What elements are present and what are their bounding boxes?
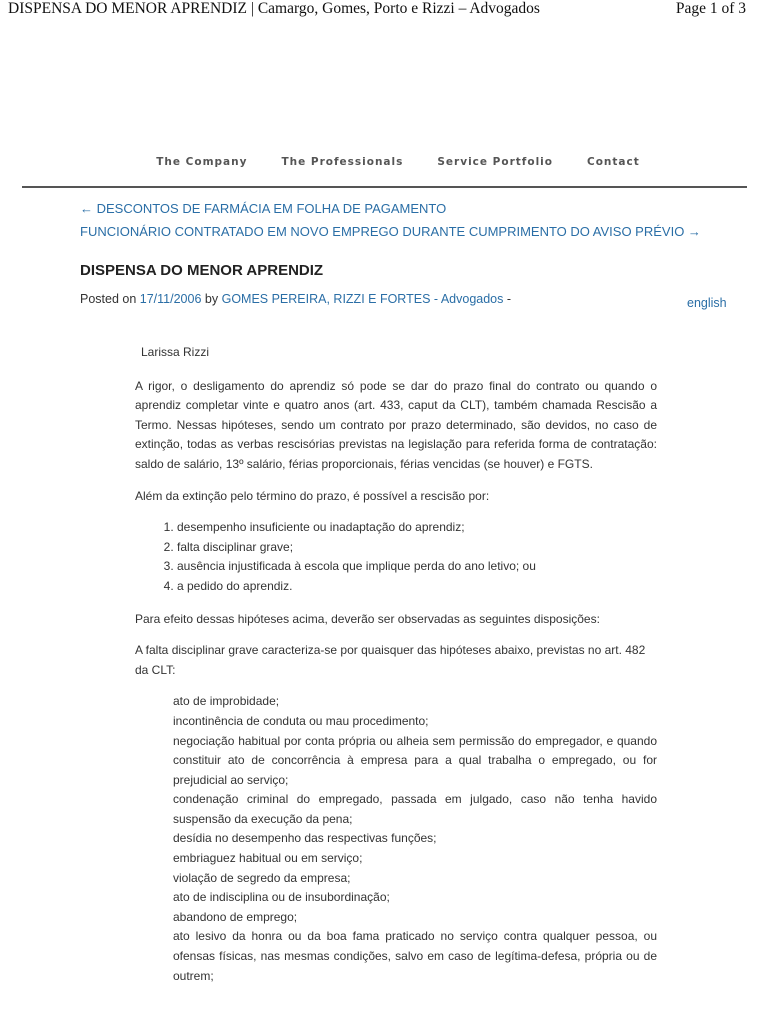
next-post-link[interactable]: FUNCIONÁRIO CONTRATADO EM NOVO EMPREGO DURANTE CUMPRIMENTO DO AVISO PRÉVIO →	[80, 224, 701, 239]
list-item: desídia no desempenho das respectivas funções;	[173, 831, 437, 846]
list-item: abandono de emprego;	[173, 909, 298, 924]
paragraph-provisions: Para efeito dessas hipóteses acima, deverão ser observadas as seguintes disposições:	[135, 611, 600, 626]
print-page-number: Page 1 of 3	[675, 0, 746, 17]
print-header-title: DISPENSA DO MENOR APRENDIZ | Camargo, Gomes, Porto e Rizzi – Advogados	[8, 0, 540, 17]
list-item: 3. ausência injustificada à escola que implique perda do ano letivo; ou	[177, 557, 657, 577]
post-author-link[interactable]: GOMES PEREIRA, RIZZI E FORTES - Advogados	[221, 292, 504, 306]
nav-item-service-portfolio[interactable]: Service Portfolio	[437, 156, 553, 168]
rescission-list	[135, 518, 657, 596]
nav-item-company[interactable]: The Company	[156, 156, 248, 168]
post-meta	[80, 292, 511, 306]
list-item: ato de indisciplina ou de insubordinação;	[173, 890, 390, 905]
paragraph-rescission-intro: Além da extinção pelo término do prazo, é possível a rescisão por:	[135, 488, 490, 503]
article-author: Larissa Rizzi	[141, 345, 210, 359]
list-item: condenação criminal do empregado, passada em julgado, caso não tenha havido suspensão da execução da pena;	[173, 792, 657, 826]
list-item: ato lesivo da honra ou da boa fama praticado no serviço contra qualquer pessoa, ou ofensas físicas, nas mesmas condições, salvo em caso de legítima-defesa, própria ou de outrem;	[173, 929, 657, 983]
main-navigation	[0, 156, 768, 168]
list-item: incontinência de conduta ou mau procedimento;	[173, 713, 429, 728]
paragraph-intro: A rigor, o desligamento do aprendiz só pode se dar do prazo final do contrato ou quando o aprendiz completar vinte e quatro anos (art. 433, caput da CLT), também chamada Rescisão a Termo. Nessas hipóteses, sendo um contrato por prazo determinado, são devidos, no caso de extinção, todas as verbas rescisórias previstas na legislação para referida forma de contratação: saldo de salário, 13º salário, férias proporcionais, férias vencidas (se houver) e FGTS.	[135, 378, 657, 471]
list-item: 4. a pedido do aprendiz.	[177, 577, 657, 597]
nav-item-contact[interactable]: Contact	[586, 156, 640, 168]
paragraph-disciplinary: A falta disciplinar grave caracteriza-se por quaisquer das hipóteses abaixo, previstas no art. 482 da CLT:	[135, 643, 646, 677]
header-divider	[22, 186, 747, 188]
post-content	[135, 343, 657, 986]
post-title: DISPENSA DO MENOR APRENDIZ	[80, 262, 324, 279]
post-date-link[interactable]: 17/11/2006	[139, 292, 202, 306]
list-item: ato de improbidade;	[173, 694, 280, 709]
language-link-english[interactable]: english	[687, 296, 727, 310]
nav-item-professionals[interactable]: The Professionals	[281, 156, 404, 168]
list-item: violação de segredo da empresa;	[173, 870, 351, 885]
list-item: negociação habitual por conta própria ou alheia sem permissão do empregador, e quando constituir ato de concorrência à empresa para a qual trabalha o empregado, ou for prejudicial ao serviço;	[173, 733, 657, 787]
list-item: 1. desempenho insuficiente ou inadaptação do aprendiz;	[177, 518, 657, 538]
meta-separator: -	[506, 292, 512, 306]
list-item: embriaguez habitual ou em serviço;	[173, 851, 363, 866]
by-label: by	[204, 292, 219, 306]
posted-on-label: Posted on	[80, 292, 137, 306]
list-item: 2. falta disciplinar grave;	[177, 538, 657, 558]
causes-list	[135, 692, 657, 986]
previous-post-link[interactable]: ← DESCONTOS DE FARMÁCIA EM FOLHA DE PAGAMENTO	[80, 201, 447, 216]
